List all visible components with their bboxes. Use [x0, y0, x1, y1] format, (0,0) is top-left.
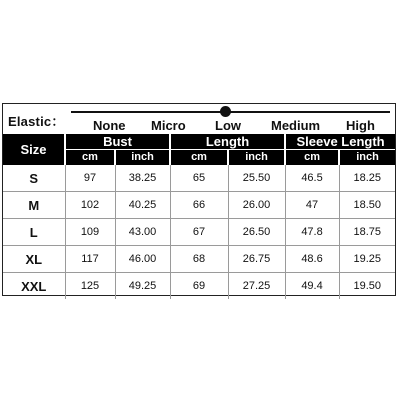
table-cell: 49.25 [115, 273, 170, 300]
unit-header: cm [170, 150, 228, 166]
size-cell: XL [3, 246, 65, 273]
table-cell: 18.50 [339, 192, 395, 219]
size-column-header: Size [3, 134, 65, 165]
elastic-level-medium: Medium [271, 118, 321, 133]
table-cell: 102 [65, 192, 115, 219]
length-header: Length [170, 134, 285, 150]
size-cell: XXL [3, 273, 65, 300]
table-cell: 18.25 [339, 165, 395, 192]
table-cell: 38.25 [115, 165, 170, 192]
size-cell: M [3, 192, 65, 219]
elastic-scale [3, 104, 395, 134]
elastic-level-low: Low [215, 118, 241, 133]
unit-header: inch [228, 150, 285, 166]
elastic-level-micro: Micro [151, 118, 186, 133]
table-cell: 125 [65, 273, 115, 300]
table-cell: 26.00 [228, 192, 285, 219]
table-row [3, 192, 395, 219]
size-cell: L [3, 219, 65, 246]
table-row [3, 219, 395, 246]
table-cell: 25.50 [228, 165, 285, 192]
table-cell: 68 [170, 246, 228, 273]
table-cell: 66 [170, 192, 228, 219]
table-cell: 26.50 [228, 219, 285, 246]
size-chart [2, 103, 396, 296]
table-cell: 48.6 [285, 246, 339, 273]
table-cell: 27.25 [228, 273, 285, 300]
elastic-level-high: High [346, 118, 375, 133]
table-cell: 47 [285, 192, 339, 219]
table-row [3, 246, 395, 273]
table-cell: 49.4 [285, 273, 339, 300]
table-cell: 67 [170, 219, 228, 246]
table-row [3, 165, 395, 192]
table-cell: 40.25 [115, 192, 170, 219]
elastic-selected-marker [220, 106, 231, 117]
size-cell: S [29, 170, 39, 186]
table-cell: 43.00 [115, 219, 170, 246]
unit-header: inch [115, 150, 170, 166]
table-cell: 46.5 [285, 165, 339, 192]
table-cell: 18.75 [339, 219, 395, 246]
table-cell: 97 [65, 165, 115, 192]
unit-header: inch [339, 150, 395, 166]
size-table [3, 134, 395, 299]
table-cell: 19.50 [339, 273, 395, 300]
table-cell: 46.00 [115, 246, 170, 273]
table-cell: 26.75 [228, 246, 285, 273]
elastic-level-none: None [93, 118, 126, 133]
sleeve-length-header: Sleeve Length [285, 134, 395, 150]
elastic-label: Elastic： [8, 114, 65, 129]
table-cell: 117 [65, 246, 115, 273]
table-cell: 69 [170, 273, 228, 300]
table-cell: 47.8 [285, 219, 339, 246]
unit-header: cm [65, 150, 115, 166]
table-cell: 109 [65, 219, 115, 246]
bust-header: Bust [65, 134, 170, 150]
table-cell: 19.25 [339, 246, 395, 273]
table-cell: 65 [170, 165, 228, 192]
unit-header: cm [285, 150, 339, 166]
table-row [3, 273, 395, 300]
